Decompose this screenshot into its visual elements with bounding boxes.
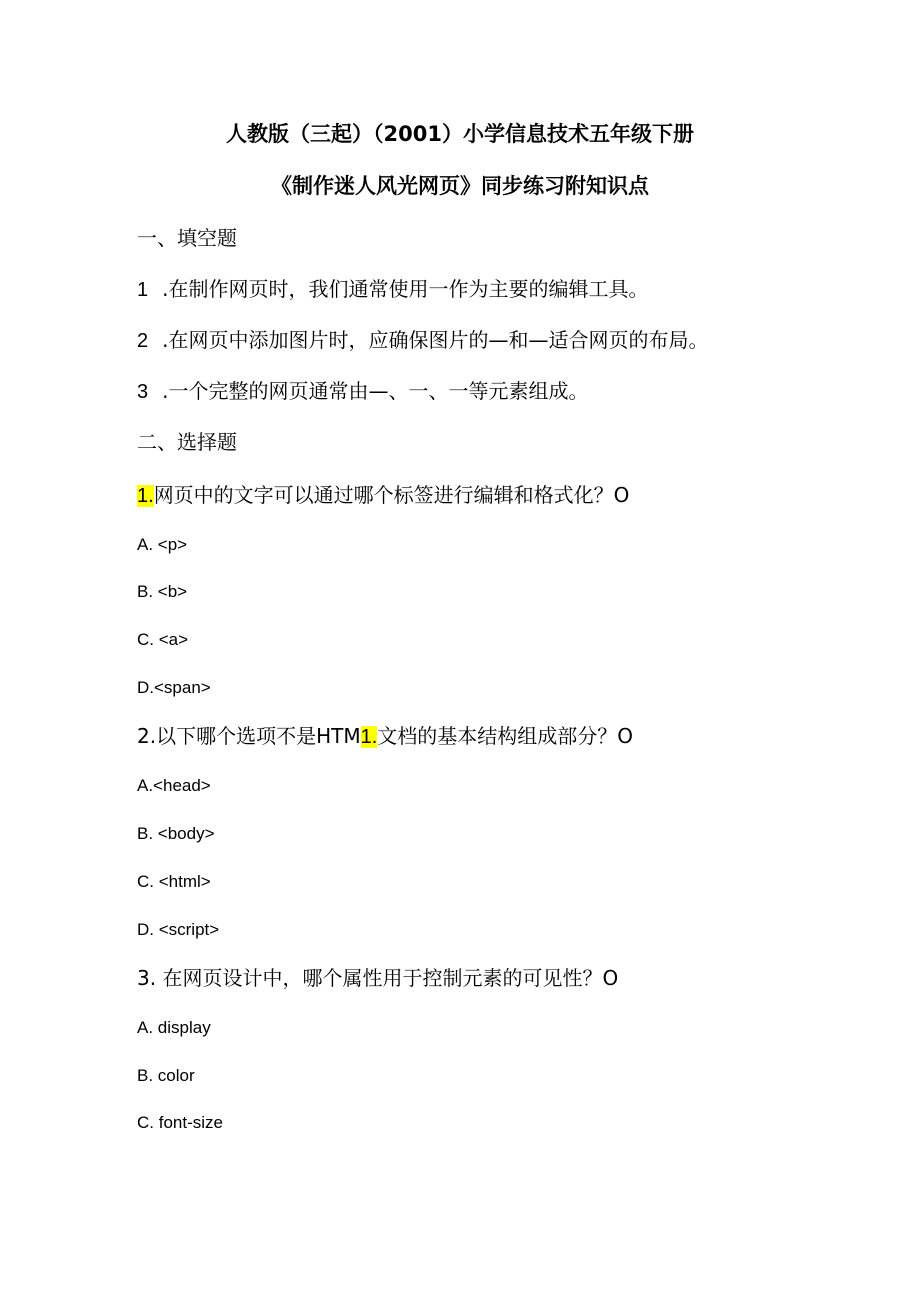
choice-question-1-text: 网页中的文字可以通过哪个标签进行编辑和格式化？O bbox=[153, 483, 630, 507]
q2-option-b: B. <body> bbox=[137, 824, 215, 843]
fill-question-2 bbox=[137, 326, 920, 354]
fill-question-1-text: .在制作网页时，我们通常使用一作为主要的编辑工具。 bbox=[162, 277, 649, 301]
choice-question-2 bbox=[137, 722, 920, 750]
q1-option-d: D.<span> bbox=[137, 678, 211, 697]
fill-question-3-text: .一个完整的网页通常由—、一、一等元素组成。 bbox=[162, 379, 589, 403]
choice-question-3: 3. 在网页设计中，哪个属性用于控制元素的可见性？O bbox=[137, 966, 619, 990]
section-choice-heading: 二、选择题 bbox=[137, 430, 237, 454]
q3-option-a: A. display bbox=[137, 1018, 211, 1037]
fill-question-3 bbox=[137, 377, 920, 405]
choice-question-1-number: 1. bbox=[137, 485, 154, 507]
choice-question-2-text-start: 2.以下哪个选项不是HTM bbox=[137, 724, 361, 748]
fill-question-1-number: 1 bbox=[137, 279, 149, 301]
q2-option-c: C. <html> bbox=[137, 872, 211, 891]
q1-option-c: C. <a> bbox=[137, 630, 189, 649]
q2-option-d: D. <script> bbox=[137, 920, 220, 939]
q3-option-b: B. color bbox=[137, 1066, 195, 1085]
choice-question-2-text-end: 文档的基本结构组成部分？O bbox=[377, 724, 634, 748]
q3-option-c: C. font-size bbox=[137, 1113, 223, 1132]
fill-question-1 bbox=[137, 275, 920, 303]
choice-question-1 bbox=[137, 481, 920, 509]
q1-option-a: A. <p> bbox=[137, 535, 188, 554]
q1-option-b: B. <b> bbox=[137, 582, 188, 601]
section-fill-blank-heading: 一、填空题 bbox=[137, 226, 237, 250]
fill-question-2-number: 2 bbox=[137, 330, 149, 352]
fill-question-2-text: .在网页中添加图片时，应确保图片的—和—适合网页的布局。 bbox=[162, 328, 709, 352]
title-line-2: 《制作迷人风光网页》同步练习附知识点 bbox=[271, 174, 649, 198]
fill-question-3-number: 3 bbox=[137, 381, 149, 403]
title-line-1: 人教版（三起）（2001）小学信息技术五年级下册 bbox=[226, 122, 694, 146]
q2-option-a: A.<head> bbox=[137, 776, 211, 795]
choice-question-2-highlight: 1. bbox=[360, 726, 378, 748]
